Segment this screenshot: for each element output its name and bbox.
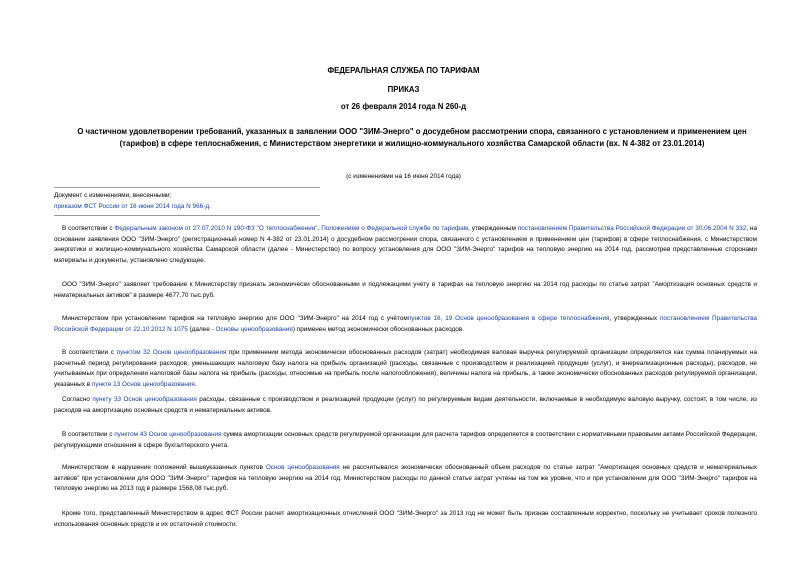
document-date-number: от 26 февраля 2014 года N 260-д xyxy=(340,102,467,111)
text: В соответствии с xyxy=(62,431,115,438)
paragraph xyxy=(54,395,757,416)
text: , утвержденным xyxy=(468,225,518,232)
paragraph xyxy=(54,280,757,301)
divider-top xyxy=(54,187,320,188)
divider-bottom xyxy=(54,215,320,216)
point-32-link[interactable]: пунктом 32 Основ ценообразования xyxy=(116,349,227,356)
paragraph xyxy=(54,314,757,335)
text: ООО "ЗИМ-Энерго" заявляет требование к Министерству признать экономически обоснованными и подлежащими учету в тарифах на тепловую энергию на 2014 год расходы по статье затрат "Амортизация основных средств и нематериальных активов" в размере 4677,70 тыс.руб. xyxy=(54,281,757,299)
amendments-link[interactable]: приказом ФСТ России от 16 июня 2014 года N 966-д. xyxy=(54,203,211,210)
resolution-link[interactable]: постановлением Правительства Российской Федерации от 30.06.2004 N 332 xyxy=(517,225,747,232)
regulation-link[interactable]: Положением о Федеральной службе по тарифам xyxy=(321,225,469,232)
amendments-label: Документ с изменениями, внесенными: xyxy=(54,192,172,199)
text: сумма амортизации основных средств регулируемой организации для расчета тарифов определяется в соответствии с нормативными правовыми актами Российской Федерации, регулирующими отношения в сфере бухгалтерского учета. xyxy=(54,431,758,449)
text: (далее - xyxy=(187,325,216,333)
paragraph xyxy=(54,430,757,451)
text: ) применен метод экономически обоснованных расходов. xyxy=(292,325,464,333)
resolution-link[interactable]: постановлением Правительства Российской Федерации от 22.10.2012 N 1075 xyxy=(54,315,757,333)
text: , утвержденных xyxy=(609,315,660,322)
law-link[interactable]: Федеральным законом от 27.07.2010 N 190-ФЗ "О теплоснабжении" xyxy=(114,225,318,232)
text: Кроме того, представленный Министерством в адрес ФСТ России расчет амортизационных отчислений ООО "ЗИМ-Энерго" за 2013 год не может быть признан составленным корректно, поскольку не учитывает сроков полезного использования основных средств и их остаточной стоимости. xyxy=(54,510,757,528)
text: , xyxy=(317,225,322,232)
points-link[interactable]: пунктов 16, 19 Основ ценообразования в сфере теплоснабжения xyxy=(407,315,610,322)
text: при применении метода экономически обоснованных расходов (затрат) необходимая валовая выручка регулируемой организации определяется как сумма планируемых на расчетный период регулирования расходов, уменьшающих налоговую базу налога на прибыль организаций (расходы, связанные с производством и реализацией продукции (услуг), и внереализационные расходы), расходов, не учитываемых при определении налоговой базы налога на прибыль (расходы, относимые на прибыль после налогообложения), величины налога на прибыль, а также экономически обоснованных расходов регулируемой организации, указанных в xyxy=(54,349,758,388)
paragraph xyxy=(54,348,757,390)
paragraph xyxy=(54,224,757,266)
point-43-link[interactable]: пунктом 43 Основ ценообразования xyxy=(114,431,222,438)
agency-name: ФЕДЕРАЛЬНАЯ СЛУЖБА ПО ТАРИФАМ xyxy=(327,66,480,75)
text: расходы, связанные с производством и реализацией продукции (услуг) по регулируемым видам деятельности, включаемые в необходимую валовую выручку, состоят, в том числе, из расходов на амортизацию основных средств и нематериальных активов. xyxy=(54,396,757,414)
pricing-basics-link[interactable]: Основы ценообразования xyxy=(215,325,293,333)
text: В соответствии с xyxy=(62,349,117,356)
paragraph xyxy=(54,463,757,495)
paragraph xyxy=(54,509,757,530)
text: , на основании заявления ООО "ЗИМ-Энерго" (регистрационный номер N 4-382 от 23.01.2014) о досудебном рассмотрении спора, связанного с установлением и применением цен (тарифов) в сфере теплоснабжения, с Министерством энергетики и жилищно-коммунального хозяйства Самарской области (далее - Министерство) по вопросу установления для ООО "ЗИМ-Энерго" тарифов на тепловую энергию на 2014 год, рассмотрев представленные сторонами материалы и документы, установлено следующее. xyxy=(54,225,758,264)
text: В соответствии с xyxy=(62,225,115,232)
revision-note: (с изменениями на 16 июня 2014 года) xyxy=(346,173,461,180)
text: не рассчитывался экономически обоснованный объем расходов по статье затрат "Амортизация основных средств и нематериальных активов" при установлении для ООО "ЗИМ-Энерго" тарифов на тепловую энергию на 2014 год. Министерством расходы по данной статье затрат учтены на том же уровне, что и при установлении для ООО "ЗИМ-Энерго" тарифов на тепловую энергию на 2013 год в размере 1568,08 тыс.руб. xyxy=(54,464,758,492)
document-title: О частичном удовлетворении требований, указанных в заявлении ООО "ЗИМ-Энерго" о досудебном рассмотрении спора, связанного с установлением и применением цен (тарифов) в сфере теплоснабжения, с Министерством энергетики и жилищно-коммунального хозяйства Самарской области (вх. N 4-382 от 23.01.2014) xyxy=(77,127,747,148)
text: Министерством в нарушение положений вышеуказанных пунктов xyxy=(62,464,266,471)
document-type: ПРИКАЗ xyxy=(387,85,420,94)
pricing-basics-link[interactable]: Основ ценообразования xyxy=(265,464,340,471)
text: Согласно xyxy=(62,396,93,403)
text: Министерством при установлении тарифов на тепловую энергию для ООО "ЗИМ-Энерго" на 2014 год с учётом xyxy=(62,315,408,322)
point-33-link[interactable]: пункту 33 Основ ценообразования xyxy=(92,396,197,403)
point-13-link[interactable]: пункте 13 Основ ценообразования xyxy=(91,380,195,388)
text: . xyxy=(194,380,197,388)
